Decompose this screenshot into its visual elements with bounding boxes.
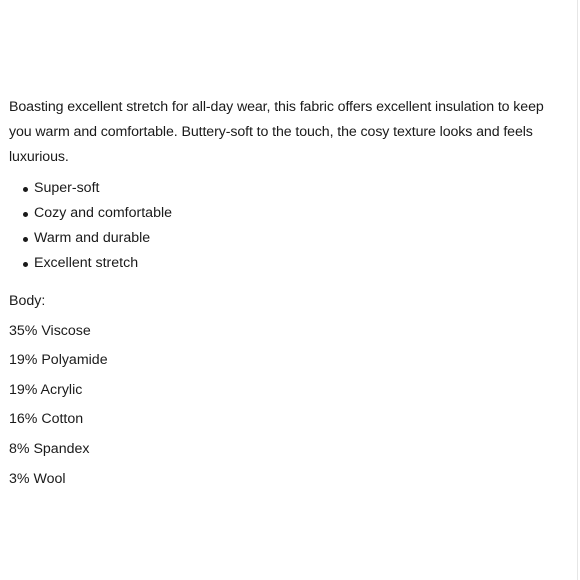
material-row: 16% Cotton: [9, 411, 84, 428]
bullet-icon: [23, 212, 28, 217]
feature-item: [9, 176, 569, 201]
feature-item: [9, 226, 569, 251]
composition-heading: Body:: [9, 293, 46, 309]
bullet-icon: [23, 262, 28, 267]
intro-paragraph: Boasting excellent stretch for all-day wear, this fabric offers excellent insulation to keep you warm and comfortable. Buttery-soft to the touch, the cosy texture looks and feels luxurious.: [9, 99, 544, 165]
bullet-icon: [23, 187, 28, 192]
feature-list: [9, 176, 569, 276]
material-row: 19% Acrylic: [9, 381, 83, 398]
fabric-composition: [9, 293, 569, 487]
material-row: 8% Spandex: [9, 440, 90, 457]
material-row: 19% Polyamide: [9, 352, 108, 369]
feature-label: Cozy and comfortable: [34, 205, 173, 221]
material-list: [9, 323, 569, 487]
feature-item: [9, 251, 569, 276]
feature-label: Excellent stretch: [34, 255, 139, 271]
bullet-icon: [23, 237, 28, 242]
material-row: 35% Viscose: [9, 322, 91, 339]
product-description: [9, 95, 569, 487]
feature-label: Super-soft: [34, 180, 100, 196]
feature-item: [9, 201, 569, 226]
feature-label: Warm and durable: [34, 230, 151, 246]
page-edge-divider: [577, 0, 578, 580]
material-row: 3% Wool: [9, 470, 66, 487]
